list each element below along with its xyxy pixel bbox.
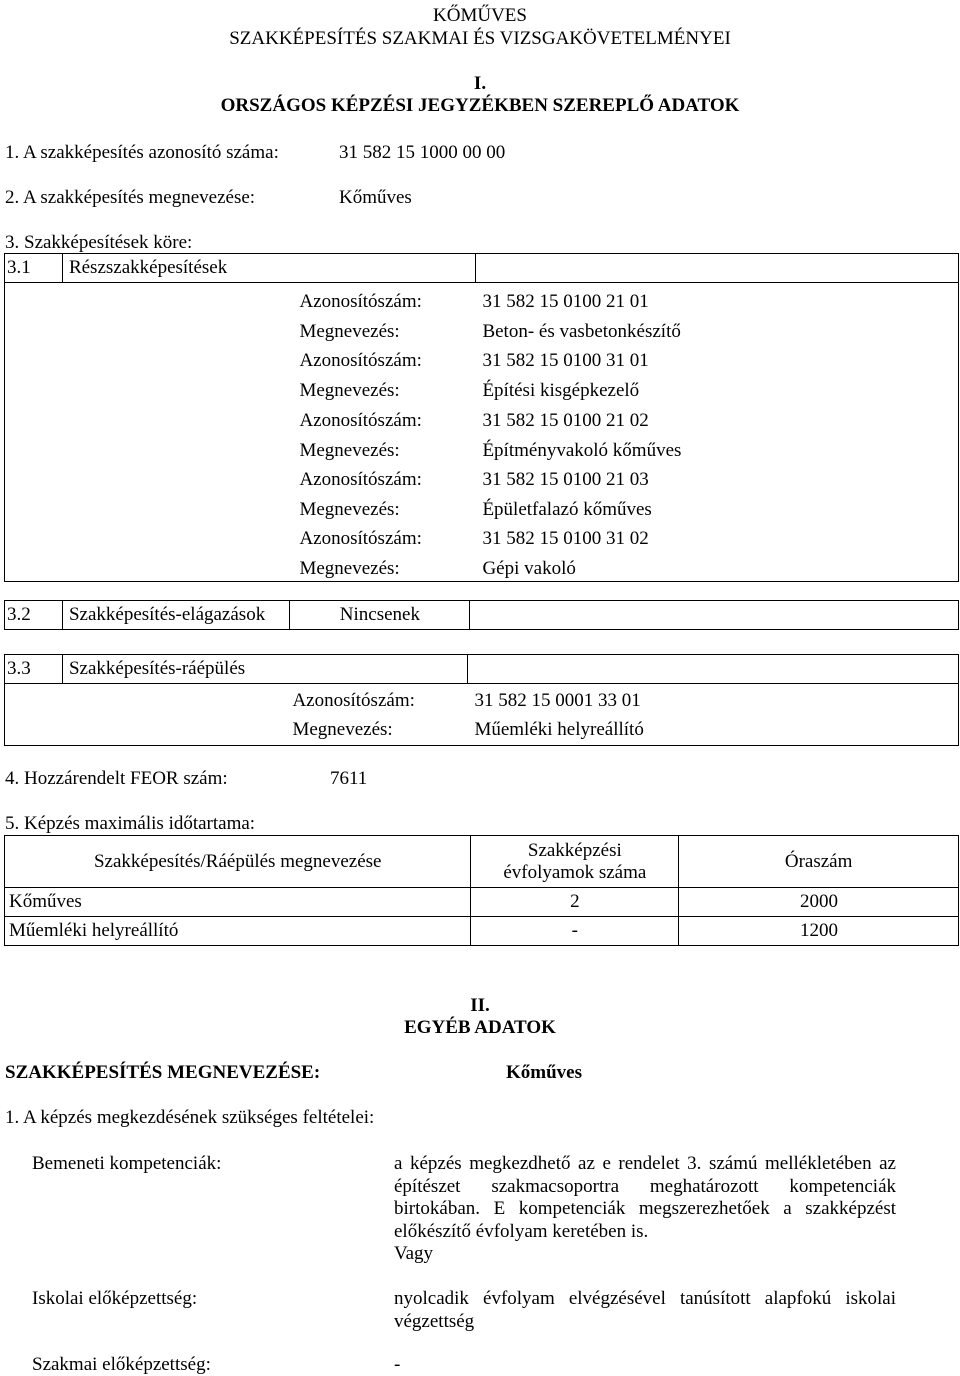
partial-entries — [62, 283, 958, 581]
feor-value: 7611 — [330, 768, 368, 789]
section-2-title: EGYÉB ADATOK — [404, 1017, 556, 1038]
professional-prerequisite-label: Szakmai előképzettség: — [32, 1354, 211, 1375]
partial-4-id: 31 582 15 0100 21 03 — [482, 469, 649, 490]
partial-2-name: Építési kisgépkezelő — [482, 380, 640, 401]
addon-entries — [62, 684, 958, 745]
partial-3-id: 31 582 15 0100 21 02 — [482, 410, 649, 431]
partial-qualifications-table — [4, 253, 959, 582]
duration-row-name: Műemléki helyreállító — [5, 917, 471, 946]
duration-header-hours: Óraszám — [679, 836, 959, 888]
school-prerequisite-label: Iskolai előképzettség: — [32, 1288, 198, 1309]
partial-1-id-label: Azonosítószám: — [299, 291, 422, 312]
entry-competence-label: Bemeneti kompetenciák: — [32, 1153, 222, 1174]
partial-4-name-label: Megnevezés: — [299, 499, 400, 520]
entry-competence-text: a képzés megkezdhető az e rendelet 3. számú mellékletében az építészet szakmacsoportra meghatározott kompetenciák birtokában. E kompetenciák megszerezhetőek a szakképzést előkészítő évfolyam keretében is. — [394, 1153, 896, 1242]
section-2-numeral: II. — [470, 995, 490, 1016]
partial-num: 3.1 — [5, 254, 63, 283]
duration-row-hours: 2000 — [679, 888, 959, 917]
partial-5-name-label: Megnevezés: — [299, 558, 400, 579]
partial-3-name-label: Megnevezés: — [299, 440, 400, 461]
qualification-name-label: SZAKKÉPESÍTÉS MEGNEVEZÉSE: — [5, 1062, 321, 1083]
partial-1-name: Beton- és vasbetonkészítő — [482, 321, 681, 342]
partial-5-name: Gépi vakoló — [482, 558, 576, 579]
entry-competence-or: Vagy — [394, 1243, 434, 1264]
addon-id-label: Azonosítószám: — [292, 690, 415, 711]
conditions-title: 1. A képzés megkezdésének szükséges feltételei: — [5, 1107, 375, 1128]
section-1-title: ORSZÁGOS KÉPZÉSI JEGYZÉKBEN SZEREPLŐ ADATOK — [220, 95, 740, 116]
addon-id: 31 582 15 0001 33 01 — [474, 690, 641, 711]
item-2-value: Kőműves — [339, 187, 412, 208]
professional-prerequisite-value: - — [394, 1354, 401, 1375]
branches-title: Szakképesítés-elágazások — [62, 601, 289, 630]
partial-5-id-label: Azonosítószám: — [299, 528, 422, 549]
document-title: KŐMŰVES — [433, 5, 527, 26]
addon-name-label: Megnevezés: — [292, 719, 393, 740]
item-2-label: 2. A szakképesítés megnevezése: — [5, 187, 256, 208]
duration-table — [4, 835, 959, 946]
branches-num: 3.2 — [5, 601, 63, 630]
partial-2-id-label: Azonosítószám: — [299, 350, 422, 371]
duration-row — [5, 917, 959, 946]
duration-row — [5, 888, 959, 917]
partial-2-name-label: Megnevezés: — [299, 380, 400, 401]
partial-1-id: 31 582 15 0100 21 01 — [482, 291, 649, 312]
partial-2-id: 31 582 15 0100 31 01 — [482, 350, 649, 371]
school-prerequisite-text: nyolcadik évfolyam elvégzésével tanúsított alapfokú iskolai végzettség — [394, 1288, 896, 1332]
branches-value: Nincsenek — [289, 601, 469, 630]
duration-label: 5. Képzés maximális időtartama: — [5, 813, 256, 834]
partial-3-name: Építményvakoló kőműves — [482, 440, 682, 461]
duration-header-years — [471, 836, 679, 888]
addon-table — [4, 654, 959, 746]
item-3-label: 3. Szakképesítések köre: — [5, 232, 193, 253]
partial-1-name-label: Megnevezés: — [299, 321, 400, 342]
branches-table — [4, 600, 959, 630]
item-1-value: 31 582 15 1000 00 00 — [339, 142, 506, 163]
partial-4-id-label: Azonosítószám: — [299, 469, 422, 490]
duration-row-years: 2 — [471, 888, 679, 917]
partial-5-id: 31 582 15 0100 31 02 — [482, 528, 649, 549]
duration-row-hours: 1200 — [679, 917, 959, 946]
addon-name: Műemléki helyreállító — [474, 719, 644, 740]
addon-title: Szakképesítés-ráépülés — [62, 655, 467, 684]
qualification-name-value: Kőműves — [506, 1062, 582, 1083]
duration-header-years-line1: Szakképzési — [527, 839, 622, 861]
duration-row-name: Kőműves — [5, 888, 471, 917]
section-1-numeral: I. — [473, 73, 487, 94]
duration-header-name: Szakképesítés/Ráépülés megnevezése — [5, 836, 471, 888]
document-subtitle: SZAKKÉPESÍTÉS SZAKMAI ÉS VIZSGAKÖVETELMÉNYEI — [229, 28, 731, 49]
partial-title: Részszakképesítések — [62, 254, 475, 283]
duration-header-years-line2: évfolyamok száma — [503, 861, 647, 883]
partial-4-name: Épületfalazó kőműves — [482, 499, 652, 520]
duration-row-years: - — [471, 917, 679, 946]
feor-label: 4. Hozzárendelt FEOR szám: — [5, 768, 228, 789]
partial-3-id-label: Azonosítószám: — [299, 410, 422, 431]
addon-num: 3.3 — [5, 655, 63, 684]
item-1-label: 1. A szakképesítés azonosító száma: — [5, 142, 279, 163]
